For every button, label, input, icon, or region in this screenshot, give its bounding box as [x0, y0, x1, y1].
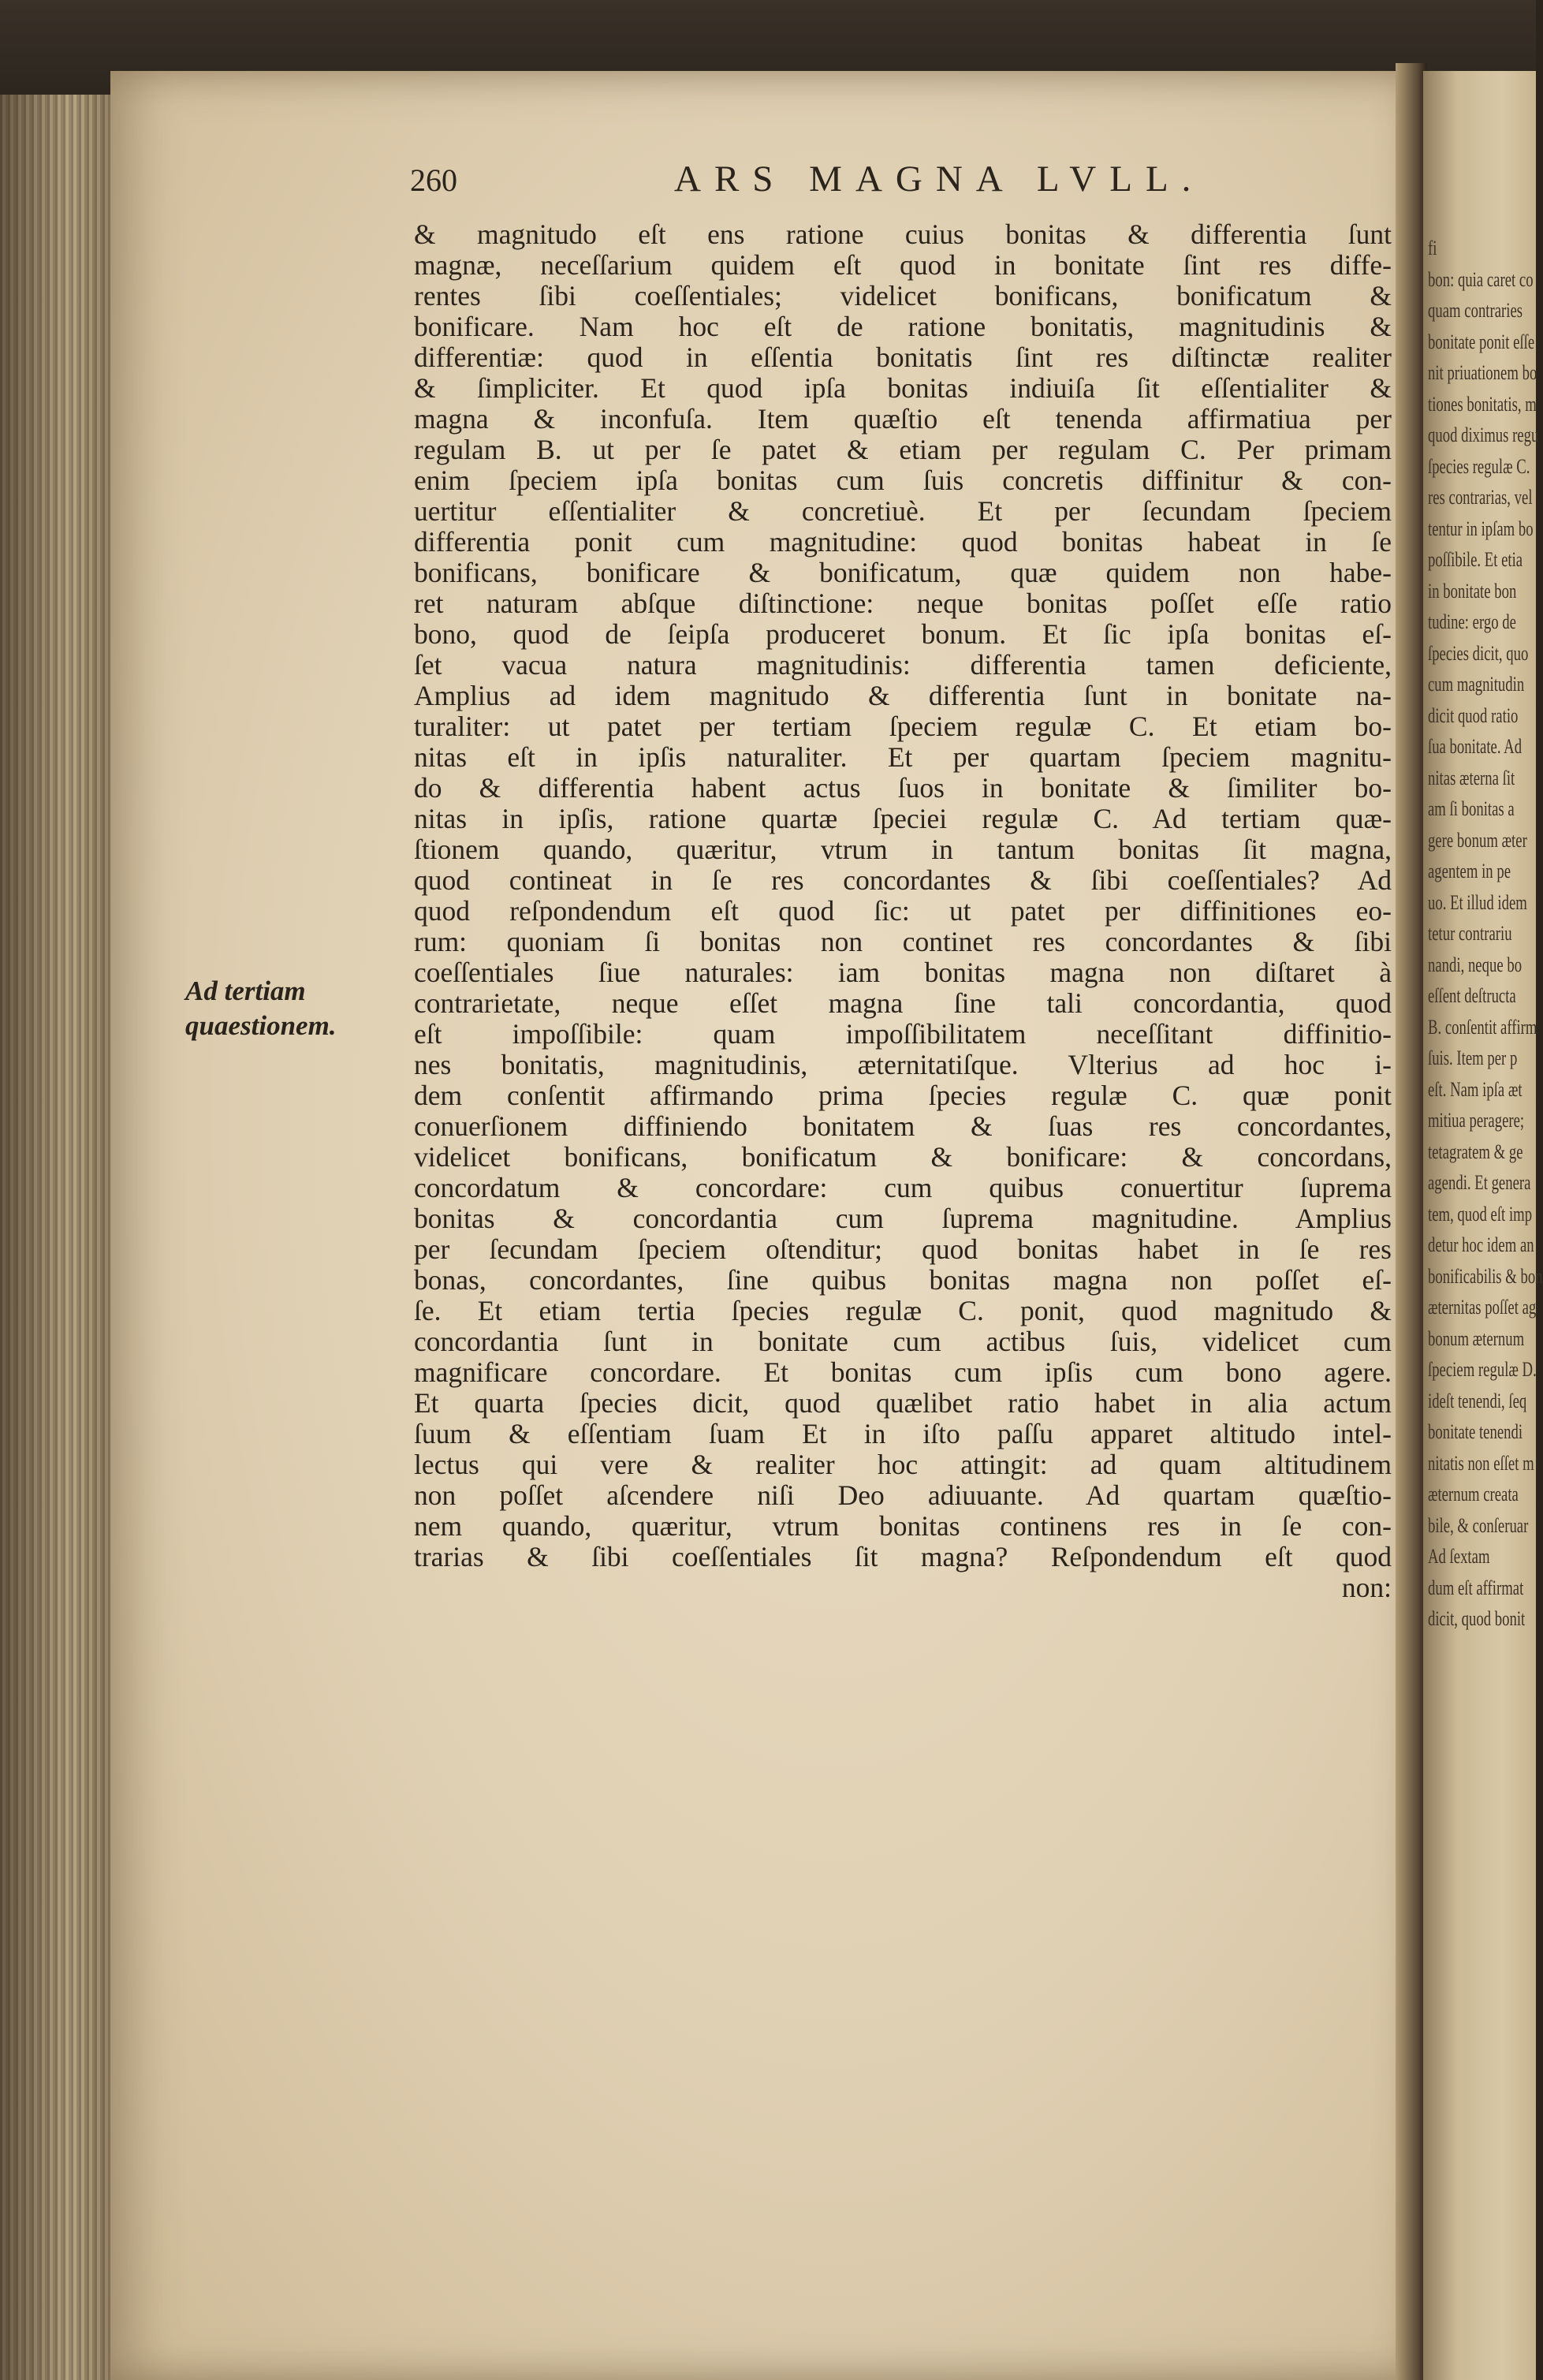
facing-page-text-fragment: poſſibile. Et etia: [1428, 548, 1523, 571]
facing-page-text-fragment: gere bonum æter: [1428, 828, 1527, 852]
text-line: Et quarta ſpecies dicit, quod quælibet ratio habet in alia actum: [414, 1387, 1392, 1419]
margin-note-line: quaestionem.: [185, 1010, 337, 1041]
text-line: conuerſionem diffiniendo bonitatem & ſuas res concordantes,: [414, 1110, 1392, 1142]
facing-page-text-fragment: dicit, quod bonit: [1428, 1607, 1526, 1630]
facing-page-text-fragment: Ad ſextam: [1428, 1545, 1490, 1568]
facing-page-text-fragment: tetur contrariu: [1428, 922, 1512, 945]
text-line: differentia ponit cum magnitudine: quod bonitas habeat in ſe: [414, 526, 1392, 558]
body-text: [414, 219, 1392, 1603]
facing-page-text-fragment: eſſent deſtructa: [1428, 984, 1516, 1007]
book-gutter: [1396, 63, 1427, 2380]
text-line: bonas, concordantes, ſine quibus bonitas magna non poſſet eſ-: [414, 1264, 1392, 1296]
text-line: enim ſpeciem ipſa bonitas cum ſuis concretis diffinitur & con-: [414, 464, 1392, 496]
facing-page-text-fragment: bonificabilis & bon: [1428, 1264, 1543, 1288]
text-line: ſe. Et etiam tertia ſpecies regulæ C. ponit, quod magnitudo &: [414, 1295, 1392, 1326]
facing-page-text-fragment: ſpecies dicit, quo: [1428, 641, 1529, 665]
text-line: ſet vacua natura magnitudinis: differentia tamen deficiente,: [414, 649, 1392, 681]
facing-page-text-fragment: tiones bonitatis, m: [1428, 392, 1537, 416]
text-line: dem conſentit affirmando prima ſpecies regulæ C. quæ ponit: [414, 1080, 1392, 1111]
text-line: bonitas & concordantia cum ſuprema magnitudine. Amplius: [414, 1203, 1392, 1234]
text-line: regulam B. ut per ſe patet & etiam per regulam C. Per primam: [414, 434, 1392, 465]
text-line: bonificans, bonificare & bonificatum, quæ quidem non habe-: [414, 557, 1392, 588]
facing-page-text-fragment: ſpecies regulæ C.: [1428, 454, 1530, 478]
text-line: nes bonitatis, magnitudinis, æternitatiſque. Vlterius ad hoc i-: [414, 1049, 1392, 1080]
facing-page-text-fragment: bile, & conſeruar: [1428, 1513, 1529, 1537]
text-line: ret naturam abſque diſtinctione: neque bonitas poſſet eſſe ratio: [414, 588, 1392, 619]
text-line: nitas eſt in ipſis naturaliter. Et per quartam ſpeciem magnitu-: [414, 741, 1392, 773]
text-line: bono, quod de ſeipſa produceret bonum. Et ſic ipſa bonitas eſ-: [414, 618, 1392, 650]
facing-page-text-fragment: dicit quod ratio: [1428, 703, 1519, 727]
text-line: trarias & ſibi coeſſentiales ſit magna? Reſpondendum eſt quod: [414, 1541, 1392, 1572]
facing-page-text-fragment: am ſi bonitas a: [1428, 797, 1515, 820]
facing-page-text-fragment: bon: quia caret co: [1428, 267, 1534, 291]
facing-page-text-fragment: æternitas poſſet ag: [1428, 1296, 1537, 1319]
text-line: turaliter: ut patet per tertiam ſpeciem regulæ C. Et etiam bo-: [414, 711, 1392, 742]
text-line: ſtionem quando, quæritur, vtrum in tantum bonitas ſit magna,: [414, 834, 1392, 865]
facing-page-text-fragment: tem, quod eſt imp: [1428, 1202, 1533, 1225]
text-line: lectus qui vere & realiter hoc attingit: ad quam altitudinem: [414, 1449, 1392, 1480]
facing-page-text-fragment: æternum creata: [1428, 1483, 1519, 1505]
facing-page-text-fragment: detur hoc idem an: [1428, 1233, 1534, 1256]
facing-page-text-fragment: ideſt tenendi, ſeq: [1428, 1389, 1527, 1412]
text-line: concordatum & concordare: cum quibus conuertitur ſuprema: [414, 1172, 1392, 1203]
text-line: magna & inconfuſa. Item quæſtio eſt tenenda affirmatiua per: [414, 403, 1392, 435]
facing-page-text-fragment: nit priuationem bo: [1428, 361, 1537, 384]
text-line: & ſimpliciter. Et quod ipſa bonitas indiuiſa ſit eſſentialiter &: [414, 372, 1392, 404]
text-line: Amplius ad idem magnitudo & differentia ſunt in bonitate na-: [414, 680, 1392, 711]
facing-page-text-fragment: bonitate tenendi: [1428, 1420, 1523, 1443]
text-line: rentes ſibi coeſſentiales; videlicet bonificans, bonificatum &: [414, 280, 1392, 311]
facing-page-text-fragment: fi: [1428, 237, 1437, 259]
text-line: bonificare. Nam hoc eſt de ratione bonitatis, magnitudinis &: [414, 311, 1392, 342]
text-line: per ſecundam ſpeciem oſtenditur; quod bonitas habet in ſe res: [414, 1233, 1392, 1265]
facing-page-text-fragment: agentem in pe: [1428, 860, 1511, 882]
text-line: nem quando, quæritur, vtrum bonitas continens res in ſe con-: [414, 1510, 1392, 1542]
text-line: magnæ, neceſſarium quidem eſt quod in bonitate ſint res diffe-: [414, 249, 1392, 281]
text-line: quod reſpondendum eſt quod ſic: ut patet per diffinitiones eo-: [414, 895, 1392, 927]
facing-page-edge: [1423, 71, 1543, 2380]
facing-page-text-fragment: eſt. Nam ipſa æt: [1428, 1077, 1523, 1101]
text-line: do & differentia habent actus ſuos in bonitate & ſimiliter bo-: [414, 772, 1392, 804]
facing-page-text-fragment: dum eſt affirmat: [1428, 1576, 1524, 1599]
facing-page-text-fragment: quod diximus regu: [1428, 423, 1539, 446]
facing-page-text-fragment: tetagratem & ge: [1428, 1140, 1523, 1163]
facing-page-text-fragment: bonum æternum: [1428, 1326, 1525, 1350]
facing-page-text-fragment: agendi. Et genera: [1428, 1171, 1531, 1194]
text-line: rum: quoniam ſi bonitas non continet res concordantes & ſibi: [414, 926, 1392, 957]
facing-page-text-fragment: cum magnitudin: [1428, 673, 1525, 696]
text-line: magnificare concordare. Et bonitas cum ipſis cum bono agere.: [414, 1356, 1392, 1388]
facing-page-text-fragment: ſuis. Item per p: [1428, 1046, 1518, 1069]
facing-page-text-fragment: bonitate ponit eſſe: [1428, 330, 1535, 353]
text-line: videlicet bonificans, bonificatum & bonificare: & concordans,: [414, 1141, 1392, 1173]
facing-page-text-fragment: tentur in ipſam bo: [1428, 517, 1534, 540]
text-line: concordantia ſunt in bonitate cum actibus ſuis, videlicet cum: [414, 1326, 1392, 1357]
facing-page-text-fragment: tudine: ergo de: [1428, 610, 1516, 633]
facing-page-text-fragment: in bonitate bon: [1428, 579, 1517, 602]
facing-page-text-fragment: quam contraries: [1428, 299, 1523, 322]
facing-page-text-fragment: ſua bonitate. Ad: [1428, 735, 1523, 758]
text-line: uertitur eſſentialiter & concretiuè. Et per ſecundam ſpeciem: [414, 495, 1392, 527]
facing-page-text-fragment: uo. Et illud idem: [1428, 890, 1527, 914]
text-line: quod contineat in ſe res concordantes & ſibi coeſſentiales? Ad: [414, 864, 1392, 896]
text-line: nitas in ipſis, ratione quartæ ſpeciei regulæ C. Ad tertiam quæ-: [414, 803, 1392, 834]
text-line: contrarietate, neque eſſet magna ſine tali concordantia, quod: [414, 987, 1392, 1019]
facing-page-text-fragment: mitiua peragere;: [1428, 1109, 1525, 1132]
margin-note: [185, 974, 406, 1043]
text-line: eſt impoſſibile: quam impoſſibilitatem neceſſitant diffinitio-: [414, 1018, 1392, 1050]
facing-page-text-fragment: ſpeciem regulæ D.: [1428, 1358, 1537, 1381]
facing-page-text-fragment: nitatis non eſſet m: [1428, 1451, 1534, 1475]
text-line: non:: [1341, 1572, 1392, 1603]
page-header: [410, 158, 1396, 205]
facing-page-text-fragment: B. conſentit affirm: [1428, 1015, 1537, 1039]
text-line: & magnitudo eſt ens ratione cuius bonitas & differentia ſunt: [414, 218, 1392, 250]
book-page-edges: [0, 95, 118, 2380]
page-number: 260: [410, 162, 457, 198]
facing-page-text-fragment: res contrarias, vel: [1428, 486, 1533, 509]
running-title: ARS MAGNA LVLL.: [674, 159, 1205, 200]
text-line: non poſſet aſcendere niſi Deo adiuuante. Ad quartam quæſtio-: [414, 1479, 1392, 1511]
text-line: coeſſentiales ſiue naturales: iam bonitas magna non diſtaret à: [414, 957, 1392, 988]
margin-note-line: Ad tertiam: [185, 976, 306, 1006]
text-line: differentiæ: quod in eſſentia bonitatis ſint res diſtinctæ realiter: [414, 341, 1392, 373]
text-line: ſuum & eſſentiam ſuam Et in iſto paſſu apparet altitudo intel-: [414, 1418, 1392, 1449]
facing-page-text-fragment: nitas æterna ſit: [1428, 766, 1515, 789]
facing-page-text-fragment: nandi, neque bo: [1428, 953, 1523, 976]
